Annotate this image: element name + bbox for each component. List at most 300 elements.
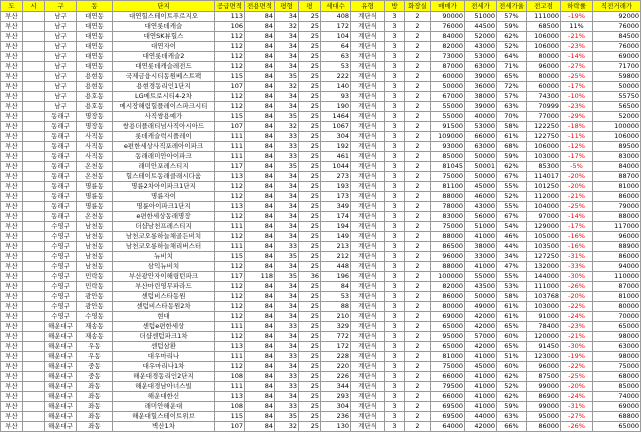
table-cell[interactable]: 38000 (465, 242, 497, 252)
table-cell[interactable]: 수영구 (45, 292, 77, 302)
table-cell[interactable]: 59% (497, 402, 527, 412)
table-row[interactable] (1, 62, 641, 72)
table-cell[interactable]: 112 (215, 62, 245, 72)
table-row[interactable] (1, 272, 641, 282)
table-cell[interactable]: -21% (561, 332, 593, 342)
table-cell[interactable]: -5% (561, 162, 593, 172)
table-cell[interactable]: 34 (275, 392, 299, 402)
table-cell[interactable]: 더샵남천프레스티지 (113, 222, 215, 232)
table-cell[interactable]: 96000 (527, 62, 561, 72)
table-cell[interactable]: 47% (497, 262, 527, 272)
table-cell[interactable]: 93 (321, 92, 351, 102)
table-cell[interactable]: 남천동 (77, 262, 113, 272)
table-cell[interactable]: 대연롯데캐슬 (113, 22, 215, 32)
table-cell[interactable]: 부산 (1, 302, 23, 312)
table-cell[interactable]: 33 (275, 372, 299, 382)
table-cell[interactable]: 34 (275, 312, 299, 322)
table-cell[interactable]: 69500 (431, 412, 465, 422)
table-cell[interactable]: 동래구 (45, 212, 77, 222)
table-cell[interactable]: 106000 (527, 42, 561, 52)
table-cell[interactable]: 108 (215, 402, 245, 412)
table-cell[interactable]: 부산 (1, 72, 23, 82)
table-cell[interactable]: 해운대구 (45, 402, 77, 412)
table-cell[interactable]: 122250 (527, 122, 561, 132)
table-cell[interactable]: 부산 (1, 22, 23, 32)
table-cell[interactable]: 대연동 (77, 32, 113, 42)
table-cell[interactable]: 86000 (431, 292, 465, 302)
table-cell[interactable]: 센텀e편한세상 (113, 322, 215, 332)
table-cell[interactable]: 3 (385, 322, 405, 332)
table-cell[interactable]: 41000 (465, 352, 497, 362)
table-cell[interactable]: 2 (405, 222, 431, 232)
table-cell[interactable]: 84 (245, 402, 275, 412)
table-row[interactable] (1, 82, 641, 92)
table-cell[interactable]: 111000 (527, 282, 561, 292)
table-cell[interactable]: 25 (299, 112, 321, 122)
table-cell[interactable]: 부산 (1, 182, 23, 192)
table-cell[interactable]: 부산 (1, 342, 23, 352)
table-cell[interactable]: 106000 (527, 32, 561, 42)
table-cell[interactable]: 53% (497, 282, 527, 292)
table-cell[interactable]: 25 (299, 402, 321, 412)
table-cell[interactable]: -21% (561, 32, 593, 42)
table-cell[interactable]: 51000 (465, 12, 497, 22)
table-cell[interactable]: 2 (405, 22, 431, 32)
table-cell[interactable]: 3 (385, 422, 405, 432)
table-cell[interactable]: 92000 (593, 12, 641, 22)
table-cell[interactable]: 2 (405, 112, 431, 122)
table-cell[interactable]: 84000 (431, 32, 465, 42)
table-cell[interactable]: 수영구 (45, 222, 77, 232)
table-cell[interactable]: 62% (497, 32, 527, 42)
table-cell[interactable]: 34 (275, 262, 299, 272)
table-cell[interactable]: 41000 (465, 402, 497, 412)
table-cell[interactable]: -31% (561, 252, 593, 262)
table-cell[interactable]: 59% (497, 22, 527, 32)
table-cell[interactable]: 50001 (465, 162, 497, 172)
table-cell[interactable]: 부산 (1, 282, 23, 292)
table-cell[interactable]: 부산 (1, 192, 23, 202)
table-cell[interactable]: 계단식 (351, 272, 385, 282)
table-cell[interactable]: 55750 (593, 92, 641, 102)
table-cell[interactable]: 107 (215, 122, 245, 132)
table-cell[interactable]: 2 (405, 132, 431, 142)
table-cell[interactable]: 삼익뉴비치 (113, 262, 215, 272)
table-cell[interactable]: 남천동 (77, 232, 113, 242)
table-cell[interactable]: 수영동 (77, 312, 113, 322)
table-cell[interactable]: 62% (497, 372, 527, 382)
table-cell[interactable]: 76000 (593, 22, 641, 32)
table-cell[interactable]: 3 (385, 102, 405, 112)
table-cell[interactable]: 84 (245, 202, 275, 212)
table-cell[interactable]: 172 (321, 342, 351, 352)
table-cell[interactable]: 명륜동 (77, 202, 113, 212)
table-cell[interactable]: 재송동 (77, 322, 113, 332)
table-cell[interactable]: 해운대구 (45, 372, 77, 382)
table-cell[interactable]: 293 (321, 392, 351, 402)
table-cell[interactable]: -20% (561, 182, 593, 192)
table-cell[interactable]: 69000 (593, 52, 641, 62)
table-cell[interactable]: 222 (321, 72, 351, 82)
table-cell[interactable]: 부산 (1, 392, 23, 402)
table-cell[interactable]: 남구 (45, 52, 77, 62)
table-cell[interactable] (23, 112, 45, 122)
table-cell[interactable]: 68500 (527, 22, 561, 32)
table-cell[interactable]: 35 (275, 252, 299, 262)
table-cell[interactable]: 수영구 (45, 262, 77, 272)
table-cell[interactable]: 78000 (431, 202, 465, 212)
table-cell[interactable]: 75000 (431, 172, 465, 182)
table-cell[interactable]: 민락동 (77, 282, 113, 292)
table-cell[interactable]: 3 (385, 62, 405, 72)
table-cell[interactable]: 85000 (431, 152, 465, 162)
table-cell[interactable]: 32 (275, 122, 299, 132)
table-cell[interactable]: 힐스테이트동래클래시다움 (113, 172, 215, 182)
table-cell[interactable]: -25% (561, 372, 593, 382)
table-cell[interactable]: 부산 (1, 152, 23, 162)
table-cell[interactable]: 84 (321, 282, 351, 292)
table-cell[interactable]: 80000 (593, 302, 641, 312)
table-cell[interactable]: 대우마리나1차 (113, 362, 215, 372)
table-cell[interactable]: 91000 (527, 312, 561, 322)
table-cell[interactable]: 좌동 (77, 402, 113, 412)
table-cell[interactable]: 부산 (1, 412, 23, 422)
table-cell[interactable]: 196 (321, 272, 351, 282)
table-cell[interactable]: 3 (385, 382, 405, 392)
table-cell[interactable]: 부산 (1, 32, 23, 42)
table-cell[interactable]: 49000 (465, 302, 497, 312)
table-cell[interactable]: 123000 (527, 352, 561, 362)
table-row[interactable] (1, 102, 641, 112)
table-cell[interactable]: 61% (497, 302, 527, 312)
table-cell[interactable]: 대연동 (77, 22, 113, 32)
table-cell[interactable]: 계단식 (351, 282, 385, 292)
table-cell[interactable]: 40000 (465, 112, 497, 122)
table-cell[interactable]: -20% (561, 172, 593, 182)
table-cell[interactable]: 213 (321, 242, 351, 252)
table-cell[interactable]: 동래구 (45, 132, 77, 142)
table-cell[interactable]: 81000 (431, 352, 465, 362)
table-cell[interactable]: 50000 (465, 152, 497, 162)
table-cell[interactable]: 112 (215, 32, 245, 42)
table-cell[interactable]: 66% (497, 422, 527, 432)
table-cell[interactable]: 남구 (45, 72, 77, 82)
table-cell[interactable]: 52000 (593, 112, 641, 122)
table-cell[interactable]: 계단식 (351, 392, 385, 402)
table-cell[interactable]: -17% (561, 82, 593, 92)
table-cell[interactable]: 해운대경남아너스빌 (113, 382, 215, 392)
table-cell[interactable]: 계단식 (351, 102, 385, 112)
table-cell[interactable]: 34 (275, 342, 299, 352)
table-cell[interactable]: 67000 (431, 92, 465, 102)
table-cell[interactable]: 34 (275, 362, 299, 372)
table-cell[interactable]: 3 (385, 92, 405, 102)
table-cell[interactable]: -18% (561, 122, 593, 132)
table-cell[interactable]: 부산 (1, 252, 23, 262)
table-row[interactable] (1, 42, 641, 52)
table-cell[interactable]: 명륜아이파크1단지 (113, 202, 215, 212)
table-cell[interactable]: 2 (405, 202, 431, 212)
table-cell[interactable]: 3 (385, 312, 405, 322)
table-cell[interactable]: 34 (275, 202, 299, 212)
table-cell[interactable]: -33% (561, 262, 593, 272)
table-cell[interactable]: 113 (215, 392, 245, 402)
table-cell[interactable]: 84 (245, 22, 275, 32)
table-cell[interactable] (23, 42, 45, 52)
column-header[interactable]: 동 (77, 1, 113, 12)
table-cell[interactable]: 재송동 (77, 332, 113, 342)
table-cell[interactable]: 75000 (431, 222, 465, 232)
table-cell[interactable] (23, 122, 45, 132)
table-cell[interactable]: 33 (275, 142, 299, 152)
table-cell[interactable]: -29% (561, 112, 593, 122)
table-cell[interactable]: -11% (561, 132, 593, 142)
table-cell[interactable]: 87000 (593, 282, 641, 292)
column-header[interactable]: 전세가율 (497, 1, 527, 12)
table-cell[interactable]: 50000 (465, 172, 497, 182)
table-cell[interactable]: 용현동 (77, 72, 113, 82)
table-cell[interactable]: 84 (245, 242, 275, 252)
table-cell[interactable]: 계단식 (351, 62, 385, 72)
table-cell[interactable] (23, 352, 45, 362)
table-cell[interactable]: 52% (497, 42, 527, 52)
table-cell[interactable]: 84 (245, 182, 275, 192)
table-cell[interactable]: 53 (321, 292, 351, 302)
table-cell[interactable]: 계단식 (351, 152, 385, 162)
table-cell[interactable]: 2 (405, 412, 431, 422)
table-cell[interactable]: -10% (561, 92, 593, 102)
table-cell[interactable]: 89500 (593, 142, 641, 152)
table-cell[interactable]: 2 (405, 82, 431, 92)
column-header[interactable]: 유형 (351, 1, 385, 12)
table-cell[interactable]: 55% (497, 202, 527, 212)
table-cell[interactable]: 계단식 (351, 172, 385, 182)
table-cell[interactable]: 25 (299, 222, 321, 232)
table-cell[interactable] (23, 72, 45, 82)
table-cell[interactable]: 63000 (465, 142, 497, 152)
table-cell[interactable]: 41000 (465, 262, 497, 272)
table-cell[interactable]: 해운대구 (45, 422, 77, 432)
table-cell[interactable]: 계단식 (351, 262, 385, 272)
table-cell[interactable] (23, 412, 45, 422)
table-cell[interactable]: 3 (385, 252, 405, 262)
table-row[interactable] (1, 352, 641, 362)
table-row[interactable] (1, 72, 641, 82)
table-cell[interactable]: 2 (405, 162, 431, 172)
table-cell[interactable]: 84 (245, 12, 275, 22)
table-cell[interactable]: 65000 (593, 422, 641, 432)
table-cell[interactable]: 113 (215, 202, 245, 212)
table-cell[interactable]: 98000 (593, 332, 641, 342)
table-cell[interactable]: 3 (385, 42, 405, 52)
table-cell[interactable] (23, 82, 45, 92)
table-cell[interactable] (23, 292, 45, 302)
table-cell[interactable]: 25 (299, 292, 321, 302)
table-cell[interactable]: 46% (497, 232, 527, 242)
table-cell[interactable]: 2 (405, 102, 431, 112)
table-cell[interactable]: 계단식 (351, 12, 385, 22)
table-cell[interactable]: 38000 (465, 92, 497, 102)
table-cell[interactable]: 87500 (527, 372, 561, 382)
table-cell[interactable]: 1067 (321, 122, 351, 132)
table-cell[interactable]: 부산광안자이해링턴파크 (113, 272, 215, 282)
table-cell[interactable]: 계단식 (351, 362, 385, 372)
table-row[interactable] (1, 342, 641, 352)
table-cell[interactable]: 220 (321, 362, 351, 372)
table-cell[interactable]: 111 (215, 152, 245, 162)
table-cell[interactable]: 53000 (465, 52, 497, 62)
table-cell[interactable]: 112 (215, 102, 245, 112)
table-cell[interactable]: 25 (299, 412, 321, 422)
table-row[interactable] (1, 172, 641, 182)
table-cell[interactable]: 103000 (527, 152, 561, 162)
table-cell[interactable]: 85300 (527, 162, 561, 172)
table-cell[interactable]: 온천동 (77, 172, 113, 182)
table-cell[interactable]: 25 (299, 302, 321, 312)
table-cell[interactable]: 42000 (465, 342, 497, 352)
table-cell[interactable]: 34 (275, 212, 299, 222)
table-cell[interactable]: 111 (215, 382, 245, 392)
table-cell[interactable]: 113 (215, 342, 245, 352)
table-cell[interactable]: 광안동 (77, 292, 113, 302)
table-cell[interactable]: 65000 (593, 322, 641, 332)
table-cell[interactable]: 중동 (77, 372, 113, 382)
table-cell[interactable]: 센텀비스타동원2차 (113, 302, 215, 312)
table-cell[interactable]: 동래구 (45, 162, 77, 172)
table-cell[interactable]: 60% (497, 362, 527, 372)
table-cell[interactable]: 81000 (593, 182, 641, 192)
table-cell[interactable]: 60% (497, 332, 527, 342)
table-cell[interactable]: 해운대힐스테이트위브 (113, 412, 215, 422)
table-cell[interactable]: 대연힐스테이트푸르지오 (113, 12, 215, 22)
table-cell[interactable]: 2 (405, 142, 431, 152)
table-cell[interactable]: 349 (321, 202, 351, 212)
table-cell[interactable]: 3 (385, 192, 405, 202)
table-row[interactable] (1, 112, 641, 122)
table-cell[interactable]: 대우마리나 (113, 352, 215, 362)
table-cell[interactable]: -31% (561, 402, 593, 412)
table-cell[interactable]: 110000 (593, 272, 641, 282)
table-cell[interactable]: 명륜자이 (113, 192, 215, 202)
table-cell[interactable]: 국제금융시티동원베스트팩 (113, 72, 215, 82)
table-cell[interactable]: 25 (299, 282, 321, 292)
table-cell[interactable]: 25 (299, 152, 321, 162)
table-cell[interactable] (23, 52, 45, 62)
table-cell[interactable]: 106000 (593, 132, 641, 142)
table-cell[interactable] (23, 152, 45, 162)
table-cell[interactable]: 41000 (465, 392, 497, 402)
table-cell[interactable]: 사직쌍용예가 (113, 112, 215, 122)
table-cell[interactable]: 84 (245, 252, 275, 262)
table-cell[interactable]: 193 (321, 182, 351, 192)
table-cell[interactable]: 59% (497, 152, 527, 162)
table-cell[interactable]: 용호동 (77, 102, 113, 112)
table-cell[interactable]: 부산 (1, 132, 23, 142)
table-cell[interactable]: 84 (245, 312, 275, 322)
table-cell[interactable]: 64 (321, 42, 351, 52)
table-row[interactable] (1, 332, 641, 342)
table-cell[interactable]: 25 (299, 202, 321, 212)
table-cell[interactable]: 94000 (593, 262, 641, 272)
table-cell[interactable]: 3 (385, 122, 405, 132)
table-cell[interactable]: -26% (561, 282, 593, 292)
table-cell[interactable]: 58% (497, 292, 527, 302)
table-cell[interactable]: 해운대경동리인2단지 (113, 372, 215, 382)
table-cell[interactable]: 동래구 (45, 172, 77, 182)
table-cell[interactable]: 남구 (45, 22, 77, 32)
table-cell[interactable]: 3 (385, 342, 405, 352)
table-cell[interactable]: 25 (299, 332, 321, 342)
table-cell[interactable]: 55000 (431, 102, 465, 112)
table-cell[interactable]: 3 (385, 332, 405, 342)
table-cell[interactable]: 2 (405, 392, 431, 402)
table-cell[interactable]: 명장동 (77, 122, 113, 132)
table-cell[interactable]: 63 (321, 52, 351, 62)
table-cell[interactable]: 51000 (465, 222, 497, 232)
table-cell[interactable]: 25 (299, 32, 321, 42)
table-cell[interactable]: 84 (245, 172, 275, 182)
table-cell[interactable]: 동래래미안아이파크 (113, 152, 215, 162)
table-cell[interactable]: 부산 (1, 52, 23, 62)
table-row[interactable] (1, 252, 641, 262)
table-cell[interactable]: 2 (405, 422, 431, 432)
table-cell[interactable]: 84500 (593, 32, 641, 42)
table-cell[interactable]: 33 (275, 132, 299, 142)
table-cell[interactable]: 78400 (527, 322, 561, 332)
table-cell[interactable]: 84 (245, 382, 275, 392)
table-cell[interactable]: 172 (321, 22, 351, 32)
table-cell[interactable]: 수영구 (45, 232, 77, 242)
table-cell[interactable]: 115 (215, 112, 245, 122)
table-cell[interactable]: 329 (321, 322, 351, 332)
table-cell[interactable]: 77000 (527, 112, 561, 122)
table-cell[interactable]: 2 (405, 332, 431, 342)
table-cell[interactable]: 2 (405, 172, 431, 182)
table-cell[interactable]: 25 (299, 192, 321, 202)
table-cell[interactable]: 11% (561, 22, 593, 32)
table-cell[interactable]: 계단식 (351, 232, 385, 242)
table-cell[interactable]: 44% (497, 242, 527, 252)
table-cell[interactable]: 104 (321, 32, 351, 42)
table-cell[interactable]: 동래구 (45, 192, 77, 202)
table-cell[interactable]: 계단식 (351, 342, 385, 352)
table-cell[interactable]: 84 (245, 112, 275, 122)
table-row[interactable] (1, 152, 641, 162)
table-cell[interactable]: 남천코오롱하늘채골든비치 (113, 232, 215, 242)
table-cell[interactable]: 부산 (1, 92, 23, 102)
table-cell[interactable]: 43000 (465, 202, 497, 212)
table-cell[interactable]: 34 (275, 52, 299, 62)
table-cell[interactable]: 3 (385, 112, 405, 122)
table-cell[interactable] (23, 402, 45, 412)
table-cell[interactable]: -14% (561, 52, 593, 62)
table-cell[interactable]: 25 (299, 242, 321, 252)
table-cell[interactable]: 82000 (431, 42, 465, 52)
table-cell[interactable]: 113 (215, 12, 245, 22)
table-cell[interactable]: 부산 (1, 372, 23, 382)
table-cell[interactable]: 부산 (1, 162, 23, 172)
table-cell[interactable]: 111 (215, 242, 245, 252)
table-cell[interactable]: 해운대구 (45, 392, 77, 402)
table-cell[interactable]: 461 (321, 152, 351, 162)
table-cell[interactable]: 84 (245, 62, 275, 72)
table-cell[interactable]: 65% (497, 322, 527, 332)
table-cell[interactable]: 86000 (527, 422, 561, 432)
table-row[interactable] (1, 162, 641, 172)
table-cell[interactable]: 210 (321, 312, 351, 322)
table-cell[interactable]: 25 (299, 212, 321, 222)
table-row[interactable] (1, 92, 641, 102)
